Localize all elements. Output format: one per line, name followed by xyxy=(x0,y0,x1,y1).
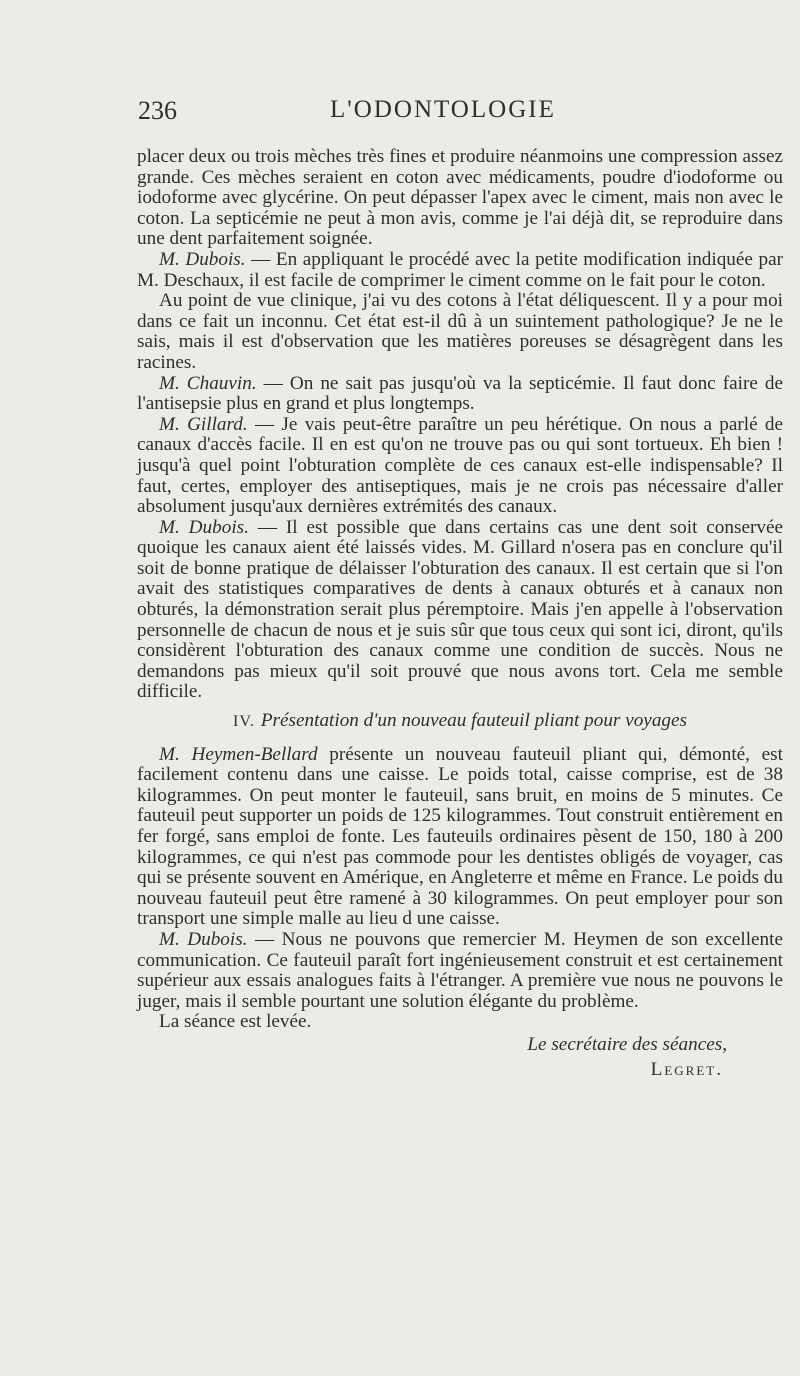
section-numeral: IV. xyxy=(233,713,255,731)
paragraph: placer deux ou trois mèches très fines et produire néanmoins une compression assez grande. Ces mèches seraient en coton avec médicaments, poudre d'iodoforme ou iodoforme avec glycérine. On peut dépasser l'apex avec le ciment, mais non avec le coton. La septicémie ne peut à mon avis, comme je l'ai déjà dit, se reproduire dans une dent parfaitement soignée. xyxy=(137,146,783,250)
speaker-name: M. Chauvin. xyxy=(159,372,257,394)
paragraph: M. Heymen-Bellard présente un nouveau fauteuil pliant qui, démonté, est facilement contenu dans une caisse. Le poids total, caisse comprise, est de 38 kilogrammes. On peut monter le fauteuil, sans bruit, en moins de 5 minutes. Ce fauteuil peut supporter un poids de 125 kilogrammes. Tout construit entièrement en fer forgé, sans emploi de fonte. Les fauteuils ordinaires pèsent de 150, 180 à 200 kilogrammes, ce qui n'est pas commode pour les dentistes obligés de voyager, cas qui se présente souvent en Amérique, en Angleterre et même en France. Le poids du nouveau fauteuil peut être ramené à 30 kilogrammes. On peut employer pour son transport une simple malle au lieu d une caisse. xyxy=(137,743,783,930)
paragraph: M. Dubois. — Nous ne pouvons que remercier M. Heymen de son excellente communication. Ce fauteuil paraît fort ingénieusement construit et est certainement supérieur aux essais analogues faits à l'étranger. A première vue nous ne pouvons le juger, mais il semble pourtant une solution élégante du problème. xyxy=(137,928,784,1012)
speaker-name: M. Gillard. xyxy=(159,413,248,435)
closing-line: La séance est levée. xyxy=(159,1011,312,1033)
section-title: Présentation d'un nouveau fauteuil pliant pour voyages xyxy=(260,710,687,732)
running-title: L'ODONTOLOGIE xyxy=(330,96,556,123)
paragraph: Au point de vue clinique, j'ai vu des cotons à l'état déliquescent. Il y a pour moi dans ce fait un inconnu. Cet état est-il dû à un suintement pathologique? Je ne le sais, mais il est d'observation que les matières poreuses se désagrègent dans les racines. xyxy=(137,290,783,373)
speaker-name: M. Dubois. xyxy=(159,928,248,950)
page-header xyxy=(138,96,780,136)
paragraph: M. Gillard. — Je vais peut-être paraître un peu hérétique. On nous a parlé de canaux d'accès facile. Il en est qu'on ne trouve pas ou qui sont tortueux. Eh bien ! jusqu'à quel point l'obturation complète de ces canaux est-elle indispensable? Il faut, certes, employer des antiseptiques, mais je ne crois pas nécessaire d'aller absolument jusqu'aux dernières extrémités des canaux. xyxy=(137,413,783,518)
paragraph: M. Chauvin. — On ne sait pas jusqu'où va la septicémie. Il faut donc faire de l'antisepsie plus en grand et plus longtemps. xyxy=(137,372,783,415)
body-text xyxy=(137,147,783,1080)
signature-name: Legret. xyxy=(650,1058,723,1080)
paragraph: M. Dubois. — En appliquant le procédé avec la petite modification indiquée par M. Deschaux, il est facile de comprimer le ciment comme on le fait pour le coton. xyxy=(137,248,783,291)
signature-title: Le secrétaire des séances, xyxy=(527,1033,727,1055)
speaker-name: M. Heymen-Bellard xyxy=(159,743,318,765)
paragraph: M. Dubois. — Il est possible que dans certains cas une dent soit conservée quoique les canaux aient été laissés vides. M. Gillard n'osera pas en conclure qu'il soit de bonne pratique de délaisser l'obturation des canaux. Il est certain que si l'on avait des statistiques comparatives de dents à canaux obturés et à canaux non obturés, la démonstration serait plus péremptoire. Mais j'en appelle à l'observation personnelle de chacun de nous et je suis sûr que tous ceux qui sont ici, diront, qu'ils considèrent l'obturation des canaux comme une condition de succès. Nous ne demandons pas mieux qu'il soit prouvé que nous avons tort. Cela me semble difficile. xyxy=(137,516,783,703)
page-number: 236 xyxy=(138,96,177,125)
speaker-name: M. Dubois. xyxy=(159,248,246,270)
section-heading xyxy=(137,711,783,733)
speaker-name: M. Dubois. xyxy=(159,516,249,538)
